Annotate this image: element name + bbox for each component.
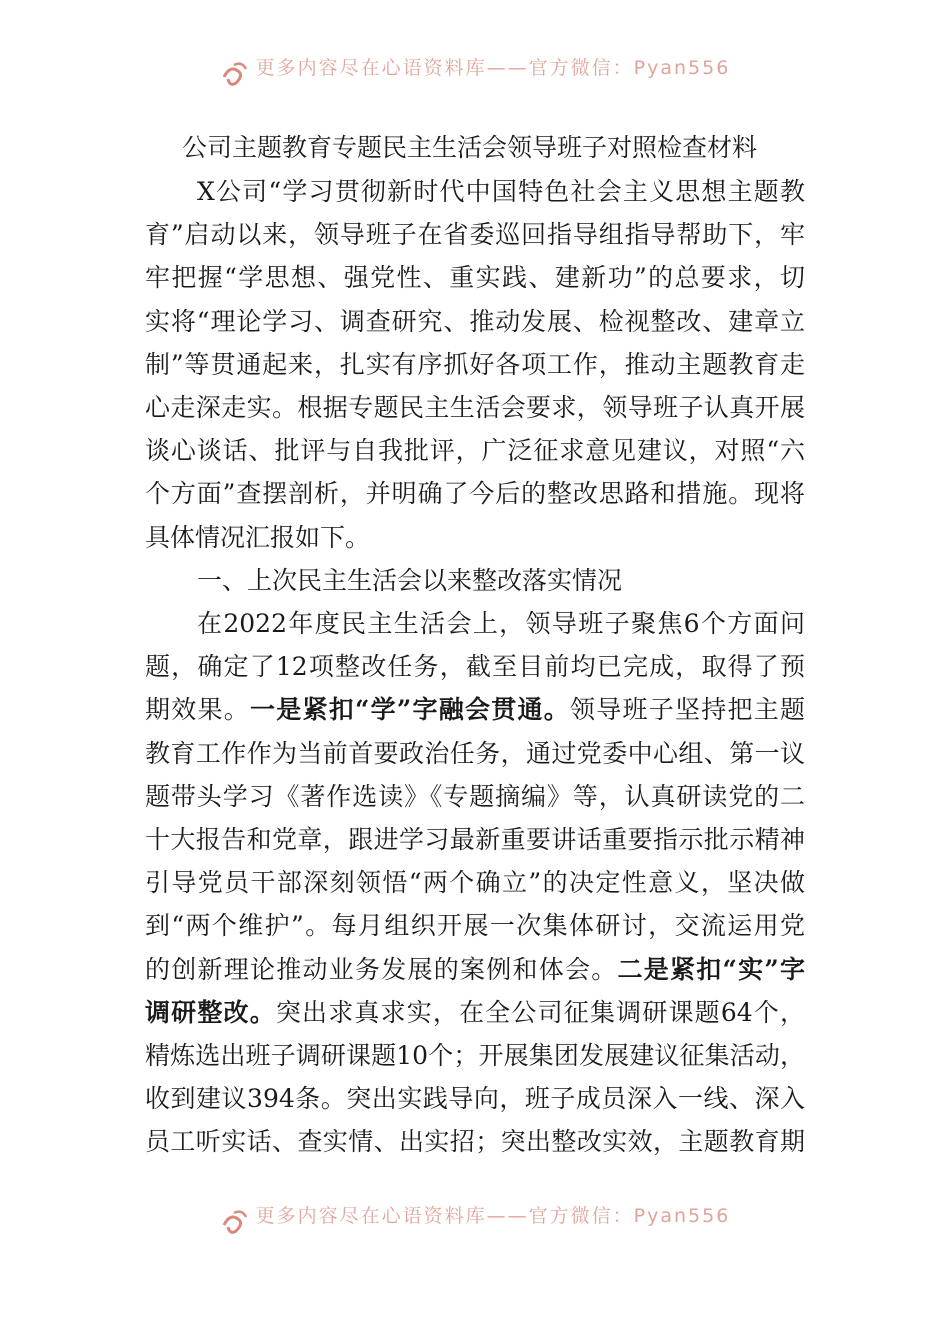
text-segment: 题带头学习《著作选读》《专题摘编》等，认真研读党的二 [145, 781, 805, 811]
watermark-bottom [0, 1204, 950, 1240]
text-segment: 引导党员干部深刻领悟“两个确立”的决定性意义，坚决做 [145, 868, 805, 898]
text-segment: 十大报告和党章，跟进学习最新重要讲话重要指示批示精神 [145, 825, 805, 854]
body-line [197, 602, 805, 646]
text-segment: 制”等贯通起来，扎实有序抓好各项工作，推动主题教育走 [145, 349, 805, 379]
body-line [145, 1077, 805, 1121]
body-line [145, 732, 805, 776]
bold-text: 二是紧扣“实”字 [617, 954, 805, 984]
logo-icon [220, 1207, 250, 1237]
body-line [145, 645, 805, 689]
text-segment: 的创新理论推动业务发展的案例和体会。 [145, 954, 618, 984]
text-segment: 突出求真求实，在全公司征集调研课题64个， [275, 997, 805, 1027]
text-segment: 牢把握“学思想、强党性、重实践、建新功”的总要求，切 [145, 263, 805, 293]
body-line [145, 386, 805, 430]
body-line [145, 472, 805, 516]
body-line [145, 861, 805, 905]
body-line [197, 559, 622, 603]
body-line [145, 213, 805, 257]
text-segment: 教育工作作为当前首要政治任务，通过党委中心组、第一议 [145, 738, 805, 768]
text-segment: 个方面”查摆剖析，并明确了今后的整改思路和措施。现将 [145, 479, 805, 509]
bold-text: 调研整改。 [145, 997, 276, 1027]
text-segment: 一、上次民主生活会以来整改落实情况 [197, 565, 623, 595]
body-line [145, 775, 805, 819]
body-line [145, 818, 805, 862]
logo-icon [220, 59, 250, 89]
text-segment: 期效果。 [145, 695, 250, 725]
watermark-text: 更多内容尽在心语资料库——官方微信：Pyan556 [255, 56, 731, 79]
bold-text: 一是紧扣“学”字融会贯通。 [250, 695, 570, 725]
document-title: 公司主题教育专题民主生活会领导班子对照检查材料 [182, 133, 758, 162]
text-segment: 实将“理论学习、调查研究、推动发展、检视整改、建章立 [145, 306, 805, 336]
text-segment: 具体情况汇报如下。 [145, 522, 371, 552]
watermark-top [0, 56, 950, 92]
text-segment: 心走深走实。根据专题民主生活会要求，领导班子认真开展 [145, 393, 805, 422]
text-segment: X公司“学习贯彻新时代中国特色社会主义思想主题教 [197, 177, 805, 206]
body-line [145, 904, 805, 948]
text-segment: 到“两个维护”。每月组织开展一次集体研讨，交流运用党 [145, 911, 805, 941]
body-line [145, 516, 370, 560]
body-line [145, 300, 805, 344]
text-segment: 精炼选出班子调研课题10个；开展集团发展建议征集活动， [145, 1041, 805, 1070]
watermark-text: 更多内容尽在心语资料库——官方微信：Pyan556 [255, 1204, 731, 1227]
body-line [145, 991, 805, 1035]
body-line [145, 343, 805, 387]
text-segment: 在2022年度民主生活会上，领导班子聚焦6个方面问 [197, 609, 805, 638]
body-line [145, 256, 805, 300]
text-segment: 员工听实话、查实情、出实招；突出整改实效，主题教育期 [145, 1127, 805, 1157]
body-line [145, 948, 805, 992]
text-segment: 题，确定了12项整改任务，截至目前均已完成，取得了预 [145, 652, 805, 682]
text-segment: 收到建议394条。突出实践导向，班子成员深入一线、深入 [145, 1084, 805, 1114]
body-line [145, 429, 805, 473]
text-segment: 育”启动以来，领导班子在省委巡回指导组指导帮助下，牢 [145, 220, 805, 250]
body-line [145, 1034, 805, 1078]
text-segment: 谈心谈话、批评与自我批评，广泛征求意见建议，对照“六 [145, 436, 805, 466]
text-segment: 领导班子坚持把主题 [570, 695, 805, 725]
body-line [197, 170, 805, 214]
body-line [145, 688, 805, 732]
body-line [145, 1120, 805, 1164]
